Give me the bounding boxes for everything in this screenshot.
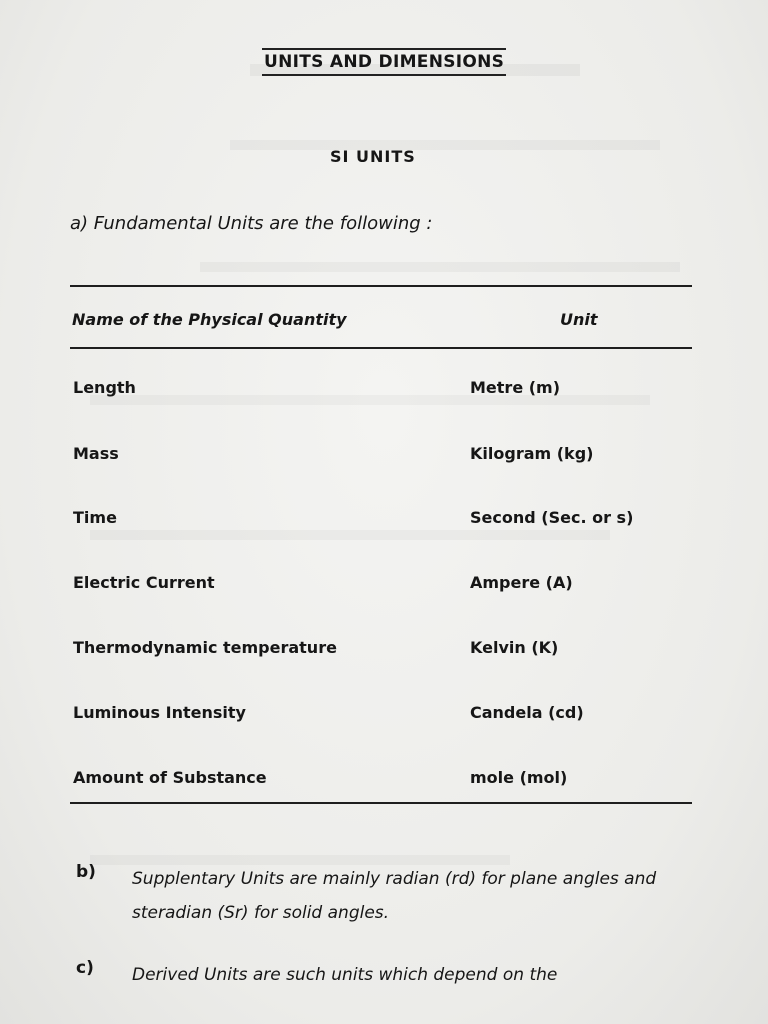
table-row [70,378,692,408]
unit-cell: Kelvin (K) [470,638,559,657]
column-header-unit: Unit [560,310,598,329]
section-b-marker: b) [76,862,96,882]
bleed-through-shadow [230,140,660,150]
table-top-rule [70,285,692,287]
quantity-cell: Electric Current [73,573,215,592]
table-header-rule [70,347,692,349]
section-c-text: Derived Units are such units which depend on the [132,965,558,985]
table-row [70,638,692,668]
table-row [70,444,692,474]
section-c-marker: c) [76,958,94,978]
quantity-cell: Luminous Intensity [73,703,246,722]
quantity-cell: Time [73,508,117,527]
quantity-cell: Mass [73,444,119,463]
unit-cell: Ampere (A) [470,573,573,592]
page-title: UNITS AND DIMENSIONS [262,48,506,76]
table-row [70,573,692,603]
quantity-cell: Length [73,378,136,397]
table-row [70,508,692,538]
quantity-cell: Amount of Substance [73,768,267,787]
bleed-through-shadow [200,262,680,272]
section-b-text: Supplentary Units are mainly radian (rd) for plane angles and steradian (Sr) for solid angles. [132,869,657,923]
table-row [70,768,692,798]
table-row [70,703,692,733]
unit-cell: Kilogram (kg) [470,444,594,463]
section-subtitle: SI UNITS [330,147,416,166]
quantity-cell: Thermodynamic temperature [73,638,337,657]
section-a-heading: a) Fundamental Units are the following : [70,213,433,234]
unit-cell: mole (mol) [470,768,568,787]
unit-cell: Metre (m) [470,378,561,397]
table-bottom-rule [70,802,692,804]
unit-cell: Second (Sec. or s) [470,508,634,527]
column-header-quantity: Name of the Physical Quantity [72,310,347,329]
unit-cell: Candela (cd) [470,703,584,722]
